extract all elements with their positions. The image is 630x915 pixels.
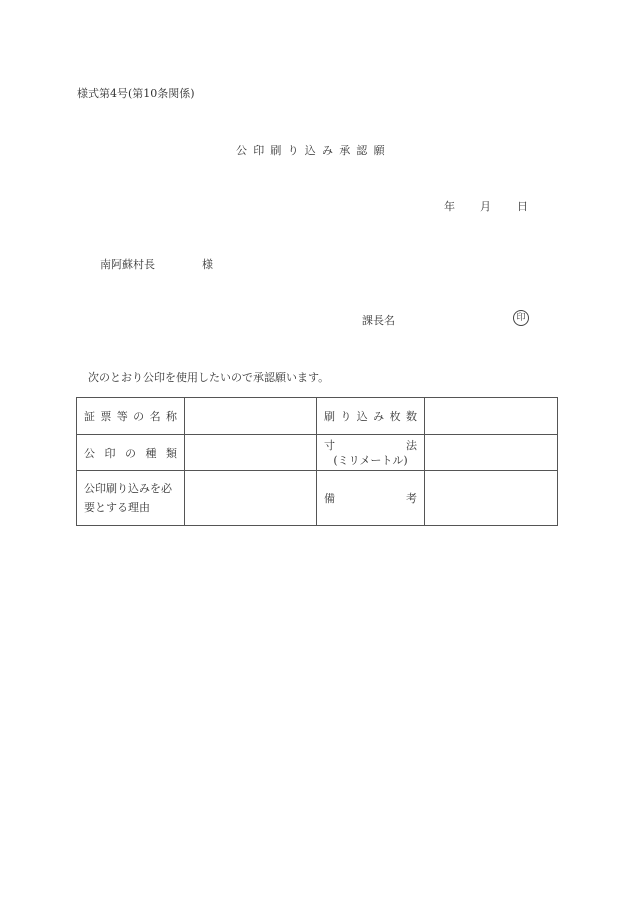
intro-text: 次のとおり公印を使用したいので承認願います。 [88,371,330,384]
dimensions-unit: (ミリメートル) [333,453,408,467]
label-char: 法 [406,438,417,452]
reason-field[interactable] [185,471,317,526]
label-char: 枚 [389,410,401,423]
label-char: の [125,446,136,460]
label-print-count [317,398,425,435]
label-char: の [133,410,145,423]
print-count-field[interactable] [425,398,558,435]
label-char: 種 [145,446,157,460]
addressee-name: 南阿蘇村長 [100,258,155,271]
label-char: 数 [405,410,417,423]
label-char: 込 [356,410,368,423]
label-dimensions [317,435,425,471]
remarks-field[interactable] [425,471,558,526]
document-title: 公印刷り込み承認願 [236,144,391,157]
label-char: 刷 [324,410,335,423]
label-char: り [340,410,352,423]
day-label: 日 [517,200,528,213]
label-certificate-name [77,398,185,435]
label-char: 印 [104,446,116,460]
table-row [77,398,558,435]
label-char: み [373,410,385,423]
addressee [100,256,213,272]
month-label: 月 [480,200,491,213]
applicant-label: 課長名 [362,314,395,327]
label-char: 公 [84,446,95,460]
label-char: 名 [149,410,161,423]
form-number: 様式第4号(第10条関係) [77,87,195,100]
dimensions-field[interactable] [425,435,558,471]
label-char: 証 [84,410,95,423]
label-char: 称 [165,410,177,423]
label-char: 寸 [324,438,335,452]
application-table [76,397,558,526]
date-line [444,198,528,214]
label-char: 考 [406,492,417,505]
seal-type-field[interactable] [185,435,317,471]
label-char: 類 [166,446,177,460]
certificate-name-field[interactable] [185,398,317,435]
label-char: 票 [100,410,112,423]
label-reason [77,471,185,526]
label-char: 等 [116,410,128,423]
addressee-honorific: 様 [202,258,213,271]
year-label: 年 [444,200,455,213]
seal-icon: 印 [513,310,529,326]
label-seal-type [77,435,185,471]
label-char: 備 [324,492,335,505]
reason-label-text: 公印刷り込みを必要とする理由 [84,482,172,514]
label-remarks [317,471,425,526]
table-row [77,471,558,526]
table-row [77,435,558,471]
